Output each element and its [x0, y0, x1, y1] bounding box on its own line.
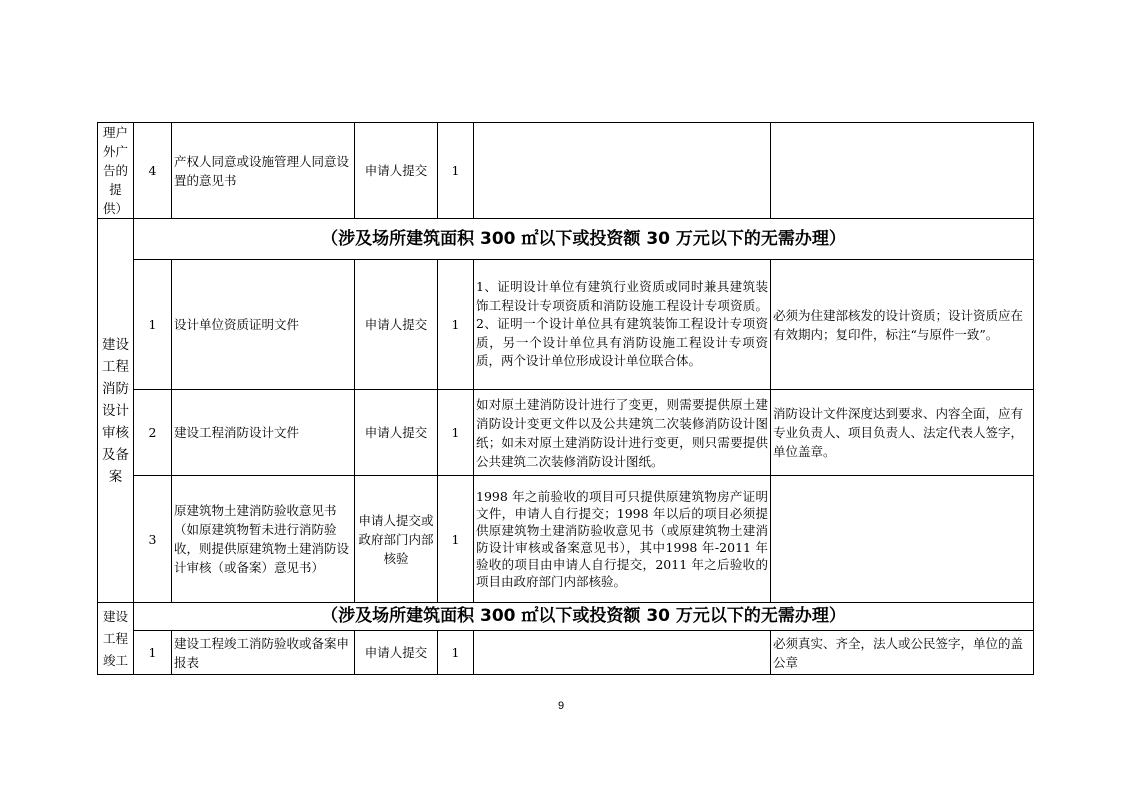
material-standard: 必须为住建部核发的设计资质；设计资质应在有效期内；复印件，标注“与原件一致”。 — [771, 260, 1034, 390]
table-row — [98, 219, 1034, 260]
section-label-ad: 理户外广告的提供） — [98, 123, 134, 219]
copies-count: 1 — [438, 260, 474, 390]
copies-count: 1 — [438, 123, 474, 219]
material-source: 申请人提交 — [355, 390, 438, 476]
material-name: 产权人同意或设施管理人同意设置的意见书 — [172, 123, 355, 219]
material-source: 申请人提交 — [355, 260, 438, 390]
material-requirement: 1、证明设计单位有建筑行业资质或同时兼具建筑装饰工程设计专项资质和消防设施工程设计专项资质。2、证明一个设计单位具有建筑装饰工程设计专项资质，另一个设计单位具有消防设施工程设计专项资质，两个设计单位形成设计单位联合体。 — [474, 260, 771, 390]
row-number: 2 — [134, 390, 172, 476]
material-requirement — [474, 631, 771, 675]
material-standard — [771, 476, 1034, 603]
row-number: 3 — [134, 476, 172, 603]
material-standard: 必须真实、齐全，法人或公民签字，单位的盖公章 — [771, 631, 1034, 675]
materials-table — [97, 122, 1034, 675]
material-standard — [771, 123, 1034, 219]
table-row — [98, 123, 1034, 219]
material-name: 设计单位资质证明文件 — [172, 260, 355, 390]
row-number: 1 — [134, 260, 172, 390]
copies-count: 1 — [438, 476, 474, 603]
copies-count: 1 — [438, 390, 474, 476]
material-name: 原建筑物土建消防验收意见书（如原建筑物暂未进行消防验收，则提供原建筑物土建消防设计审核（或备案）意见书） — [172, 476, 355, 603]
table-row — [98, 260, 1034, 390]
section-label-completion: 建设工程竣工 — [98, 603, 134, 675]
table-row — [98, 631, 1034, 675]
exemption-band: （涉及场所建筑面积 300 ㎡以下或投资额 30 万元以下的无需办理） — [134, 603, 1034, 631]
table-row — [98, 603, 1034, 631]
table-row — [98, 390, 1034, 476]
row-number: 1 — [134, 631, 172, 675]
copies-count: 1 — [438, 631, 474, 675]
section-label-fire-design: 建设工程消防设计审核及备案 — [98, 219, 134, 603]
material-standard: 消防设计文件深度达到要求、内容全面，应有专业负责人、项目负责人、法定代表人签字，单位盖章。 — [771, 390, 1034, 476]
exemption-band: （涉及场所建筑面积 300 ㎡以下或投资额 30 万元以下的无需办理） — [134, 219, 1034, 260]
material-source: 申请人提交 — [355, 631, 438, 675]
material-requirement — [474, 123, 771, 219]
page-number: 9 — [557, 700, 565, 712]
material-requirement: 1998 年之前验收的项目可只提供原建筑物房产证明文件，申请人自行提交；1998 年以后的项目必须提供原建筑物土建消防验收意见书（或原建筑物土建消防设计审核或备案意见书），其中1998 年-2011 年验收的项目由申请人自行提交，2011 年之后验收的项目由政府部门内部核验。 — [474, 476, 771, 603]
material-name: 建设工程竣工消防验收或备案申报表 — [172, 631, 355, 675]
row-number: 4 — [134, 123, 172, 219]
material-name: 建设工程消防设计文件 — [172, 390, 355, 476]
table-row — [98, 476, 1034, 603]
material-source: 申请人提交 — [355, 123, 438, 219]
material-source: 申请人提交或政府部门内部核验 — [355, 476, 438, 603]
material-requirement: 如对原土建消防设计进行了变更，则需要提供原土建消防设计变更文件以及公共建筑二次装修消防设计图纸；如未对原土建消防设计进行变更，则只需要提供公共建筑二次装修消防设计图纸。 — [474, 390, 771, 476]
